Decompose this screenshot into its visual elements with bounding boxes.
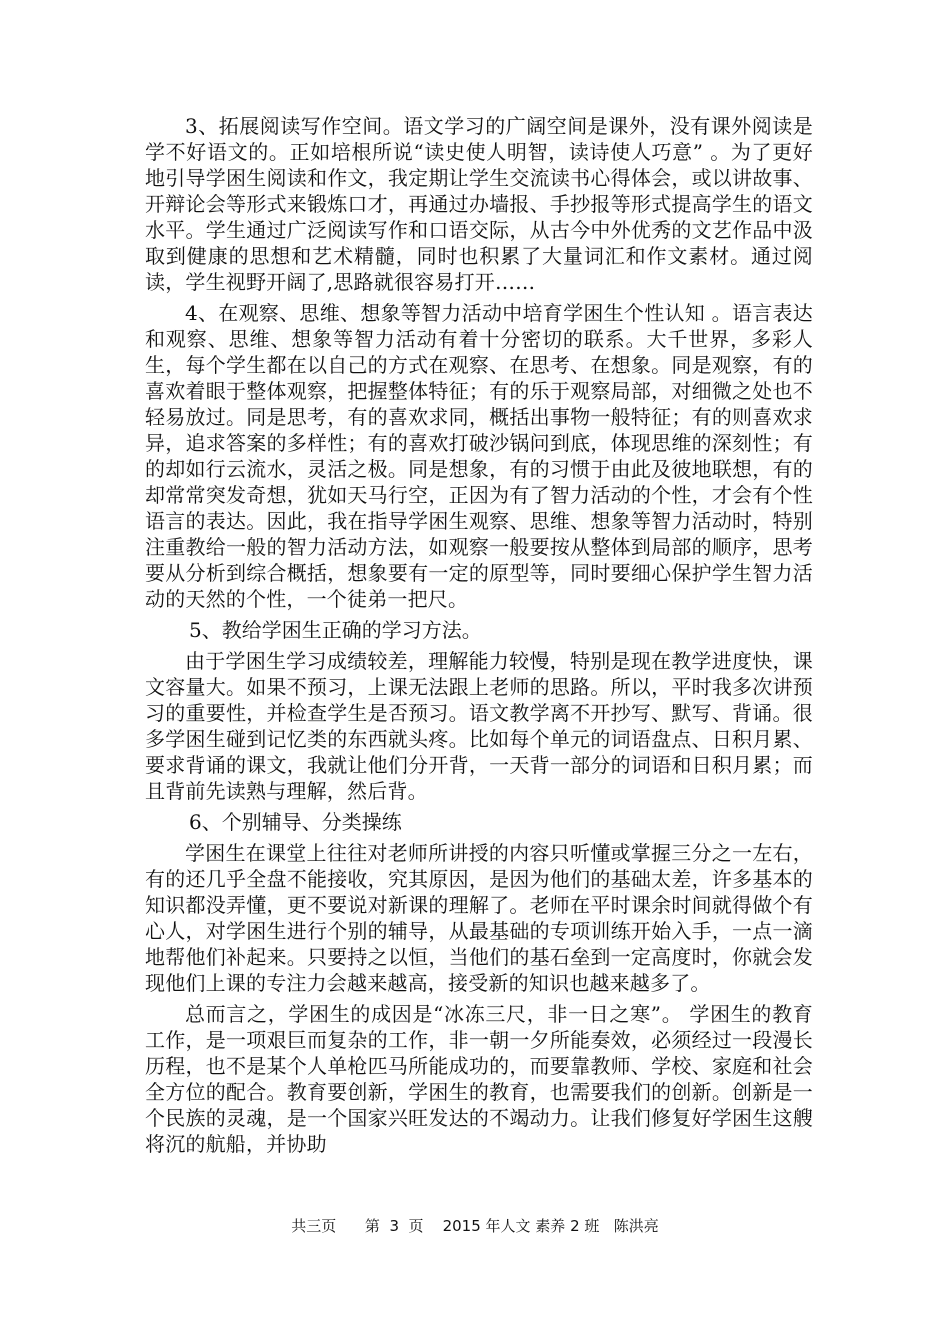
section-heading-learning-method: 5、教给学困生正确的学习方法。 <box>189 618 482 642</box>
paragraph-learning-method: 由于学困生学习成绩较差，理解能力较慢，特别是现在教学进度快，课文容量大。如果不预习，上课无法跟上老师的思路。所以，平时我多次讲预习的重要性，并检查学生是否预习。语文教学离不开抄写、默写、背诵。很多学困生碰到记忆类的东西就头疼。比如每个单元的词语盘点、日积月累、要求背诵的课文，我就让他们分开背，一天背一部分的词语和日积月累；而且背前先读熟与理解，然后背。 <box>145 649 813 803</box>
paragraph-conclusion: 总而言之，学困生的成因是“冰冻三尺，非一日之寒”。 学困生的教育工作，是一项艰巨而复杂的工作，非一朝一夕所能奏效，必须经过一段漫长历程，也不是某个人单枪匹马所能成功的，而要靠教师、学校、家庭和社会全方位的配合。教育要创新，学困生的教育，也需要我们的创新。创新是一个民族的灵魂，是一个国家兴旺发达的不竭动力。让我们修复好学困生这艘将沉的航船，并协助 <box>145 1002 813 1156</box>
page-footer: 共三页 第 3 页 2015 年人文 素养 2 班 陈洪亮 <box>291 1217 659 1235</box>
document-body <box>145 113 813 1162</box>
paragraph-intellectual-activity: 4、在观察、思维、想象等智力活动中培育学困生个性认知 。语言表达和观察、思维、想象等智力活动有着十分密切的联系。大千世界，多彩人生，每个学生都在以自己的方式在观察、在思考、在想象。同是观察，有的喜欢着眼于整体观察，把握整体特征；有的乐于观察局部，对细微之处也不轻易放过。同是思考，有的喜欢求同，概括出事物一般特征；有的则喜欢求异，追求答案的多样性；有的喜欢打破沙锅问到底，体现思维的深刻性；有的却如行云流水，灵活之极。同是想象，有的习惯于由此及彼地联想，有的却常常突发奇想，犹如天马行空，正因为有了智力活动的个性，才会有个性语言的表达。因此，我在指导学困生观察、思维、想象等智力活动时，特别注重教给一般的智力活动方法，如观察一般要按从整体到局部的顺序，思考要从分析到综合概括，想象要有一定的原型等，同时要细心保护学生智力活动的天然的个性，一个徒弟一把尺。 <box>145 301 813 611</box>
section-heading-individual-tutoring: 6、个别辅导、分类操练 <box>189 810 402 834</box>
paragraph-reading-writing: 3、拓展阅读写作空间。语文学习的广阔空间是课外，没有课外阅读是学不好语文的。正如培根所说“读史使人明智，读诗使人巧意” 。为了更好地引导学困生阅读和作文，我定期让学生交流读书心得体会，或以讲故事、开辩论会等形式来锻炼口才，再通过办墙报、手抄报等形式提高学生的语文水平。学生通过广泛阅读写作和口语交际，从古今中外优秀的文艺作品中汲取到健康的思想和艺术精髓，同时也积累了大量词汇和作文素材。通过阅读，学生视野开阔了,思路就很容易打开…… <box>145 114 813 294</box>
paragraph-individual-tutoring: 学困生在课堂上往往对老师所讲授的内容只听懂或掌握三分之一左右，有的还几乎全盘不能接收，究其原因，是因为他们的基础太差，许多基本的知识都没弄懂，更不要说对新课的理解了。老师在平时课余时间就得做个有心人，对学困生进行个别的辅导，从最基础的专项训练开始入手，一点一滴地帮他们补起来。只要持之以恒，当他们的基石垒到一定高度时，你就会发现他们上课的专注力会越来越高，接受新的知识也越来越多了。 <box>145 841 813 995</box>
